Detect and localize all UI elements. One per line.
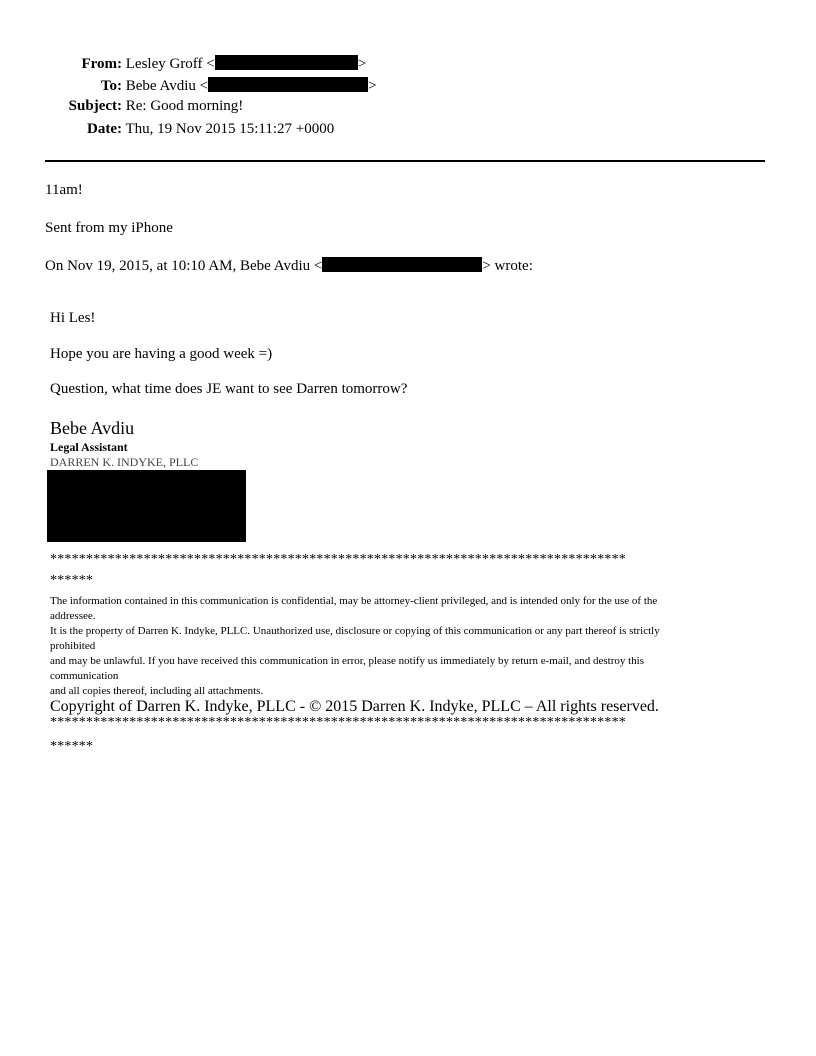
header-to — [22, 77, 377, 94]
quote-intro-text: On Nov 19, 2015, at 10:10 AM, Bebe Avdiu < — [45, 258, 323, 274]
quoted-line: Hope you are having a good week =) — [50, 346, 273, 362]
copyright: Copyright of Darren K. Indyke, PLLC - © 2015 Darren K. Indyke, PLLC – All rights reserved. — [50, 698, 659, 715]
to-value: Bebe Avdiu < — [125, 78, 209, 94]
header-date — [22, 122, 334, 137]
header-subject — [22, 99, 243, 114]
stars-divider: ******************************************************************************** — [50, 715, 626, 730]
stars-divider-short: ****** — [50, 573, 94, 588]
disclaimer-line: The information contained in this communication is confidential, may be attorney-client privileged, and is intended only for the use of the — [50, 595, 658, 607]
disclaimer-line: prohibited — [50, 640, 96, 652]
from-label: From: — [81, 56, 122, 72]
disclaimer-line: addressee. — [50, 610, 96, 622]
header-divider — [45, 160, 765, 162]
redaction-block — [47, 470, 246, 542]
disclaimer-line: and all copies thereof, including all attachments. — [50, 685, 264, 697]
body-line: 11am! — [45, 182, 83, 198]
redaction — [208, 77, 368, 92]
date-value: Thu, 19 Nov 2015 15:11:27 +0000 — [125, 121, 335, 137]
header-from — [22, 55, 366, 72]
date-label: Date: — [87, 121, 122, 137]
redaction — [322, 257, 482, 272]
stars-divider-short: ****** — [50, 739, 94, 754]
subject-label: Subject: — [68, 98, 122, 114]
to-label: To: — [100, 78, 122, 94]
signature-title: Legal Assistant — [50, 440, 128, 454]
quote-intro — [45, 257, 533, 274]
bracket: > — [368, 78, 377, 94]
body-line: Sent from my iPhone — [45, 220, 173, 236]
signature-firm: DARREN K. INDYKE, PLLC — [50, 455, 199, 469]
disclaimer-line: communication — [50, 670, 119, 682]
signature-name: Bebe Avdiu — [50, 418, 135, 438]
quote-intro-end: > wrote: — [482, 258, 533, 274]
from-value: Lesley Groff < — [125, 56, 215, 72]
quoted-greeting: Hi Les! — [50, 310, 96, 326]
quoted-line: Question, what time does JE want to see Darren tomorrow? — [50, 381, 408, 397]
disclaimer-line: It is the property of Darren K. Indyke, PLLC. Unauthorized use, disclosure or copying of this communication or any part thereof is strictly — [50, 625, 660, 637]
disclaimer-line: and may be unlawful. If you have received this communication in error, please notify us immediately by return e-mail, and destroy this — [50, 655, 644, 667]
stars-divider: ******************************************************************************** — [50, 552, 626, 567]
redaction — [215, 55, 358, 70]
bracket: > — [357, 56, 367, 72]
subject-value: Re: Good morning! — [125, 98, 244, 114]
